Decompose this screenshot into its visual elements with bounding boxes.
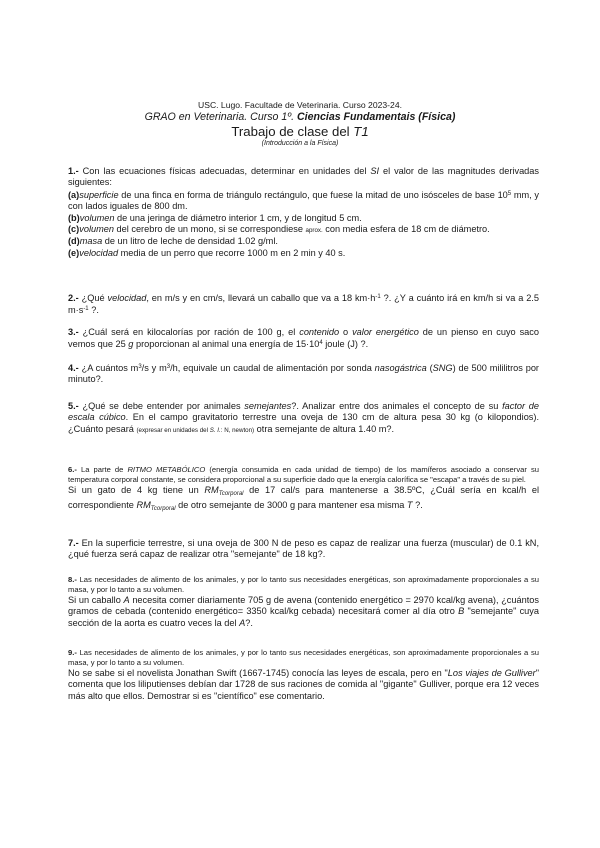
question-1 [68,166,539,259]
question-9-statement: No se sabe si el novelista Jonathan Swift (1667-1745) conocía las leyes de escala, pero en "Los viajes de Gulliver" comenta que los liliputienses debían dar 1728 de sus raciones de comida al "gigante" Gulliver, porque era 12 veces más alto que ellos. Demostrar si es "científico" ese comentario. [68,668,539,701]
course-line: GRAO en Veterinaria. Curso 1º. Ciencias Fundamentais (Física) [144,111,456,123]
question-8-context: 8.- Las necesidades de alimento de los animales, y por lo tanto sus necesidades energéticas, son aproximadamente proporcionales a su masa, y por lo tanto a su volumen. [68,575,539,594]
institution-line: USC. Lugo. Facultade de Veterinaria. Curso 2023-24. [198,100,402,110]
document-header [0,100,600,148]
question-6-context: 6.- La parte de RITMO METABÓLICO (energía consumida en cada unidad de tiempo) de los mamíferos asociado a conservar su temperatura corporal constante, se considera proporcional a su superficie dado que la energía calorífica se "escapa" a través de su piel. [68,465,539,484]
question-4: 4.- ¿A cuántos $m^3/s$ y $m^3/h$, equivale un caudal de alimentación por sonda nasogástrica (SNG) de 500 mililitros por minuto?. [68,363,539,385]
question-1-item-a: (a)superficie de una finca en forma de triángulo rectángulo, que fuese la mitad de uno isósceles de base $10^5$ mm, y con lados iguales de 800 dm. [68,189,539,212]
question-1-item-b: (b)volumen de una jeringa de diámetro interior 1 cm, y de longitud 5 cm. [68,212,362,223]
question-1-intro: 1.- Con las ecuaciones físicas adecuadas, determinar en unidades del SI el valor de las magnitudes derivadas siguientes: [68,166,539,188]
question-7: 7.- En la superficie terrestre, si una oveja de 300 N de peso es capaz de realizar una fuerza (muscular) de 0.1 kN, ¿qué fuerza será capaz de realizar otra "semejante" de 18 kg?. [68,538,539,560]
question-8-statement: Si un caballo A necesita comer diariamente 705 g de avena (contenido energético = 2970 kcal/kg avena), ¿cuántos gramos de cebada (contenido energético= 3350 kcal/kg cebada) necesitará comer al día otro B "semejante" cuya sección de la aorta es cuatro veces la del A?. [68,595,539,628]
question-6 [68,465,539,516]
document-subtitle: (Introducción a la Física) [261,140,339,147]
question-1-item-d: (d)masa de un litro de leche de densidad 1.02 g/ml. [68,236,278,247]
question-2: 2.- ¿Qué velocidad, en m/s y en cm/s, llevará un caballo que va a 18 $km\cdot h^{-1}$ ?. ¿Y a cuánto irá en km/h si va a 2.5 $m\cdot s^{-1}$ ?. [68,293,539,316]
question-1-item-e: (e)velocidad media de un perro que recorre 1000 m en 2 min y 40 s. [68,247,346,258]
question-3: 3.- ¿Cuál será en kilocalorías por ración de 100 g, el contenido o valor energético de un pienso en cuyo saco vemos que 25 g proporcionan al animal una energía de $15\cdot 10^4$ joule (J) ?. [68,327,539,350]
document-title: Trabajo de clase del T1 [231,124,369,139]
question-9-context: 9.- Las necesidades de alimento de los animales, y por lo tanto sus necesidades energéticas, son aproximadamente proporcionales a su masa, y por lo tanto a su volumen. [68,648,539,667]
question-6-statement: Si un gato de 4 kg tiene un $RM_{Tcorporal}$ de 17 cal/s para mantenerse a 38.5ºC, ¿Cuál sería en kcal/h el correspondiente $RM_{Tcorporal}$ de otro semejante de 3000 g para mantener esa misma T ?. [68,485,539,513]
question-8 [68,575,539,629]
question-1-item-c: (c)volumen del cerebro de un mono, si se correspondiese aprox. con media esfera de 18 cm de diámetro. [68,224,490,235]
question-5: 5.- ¿Qué se debe entender por animales semejantes?. Analizar entre dos animales el concepto de su factor de escala cúbico. En el campo gravitatorio terrestre una oveja de 130 cm de altura pesa 30 kg (o kilopondios). ¿Cuánto pesará (expresar en unidades del S. I.: N, newton) otra semejante de altura 1.40 m?. [68,401,540,434]
question-9 [68,648,539,702]
